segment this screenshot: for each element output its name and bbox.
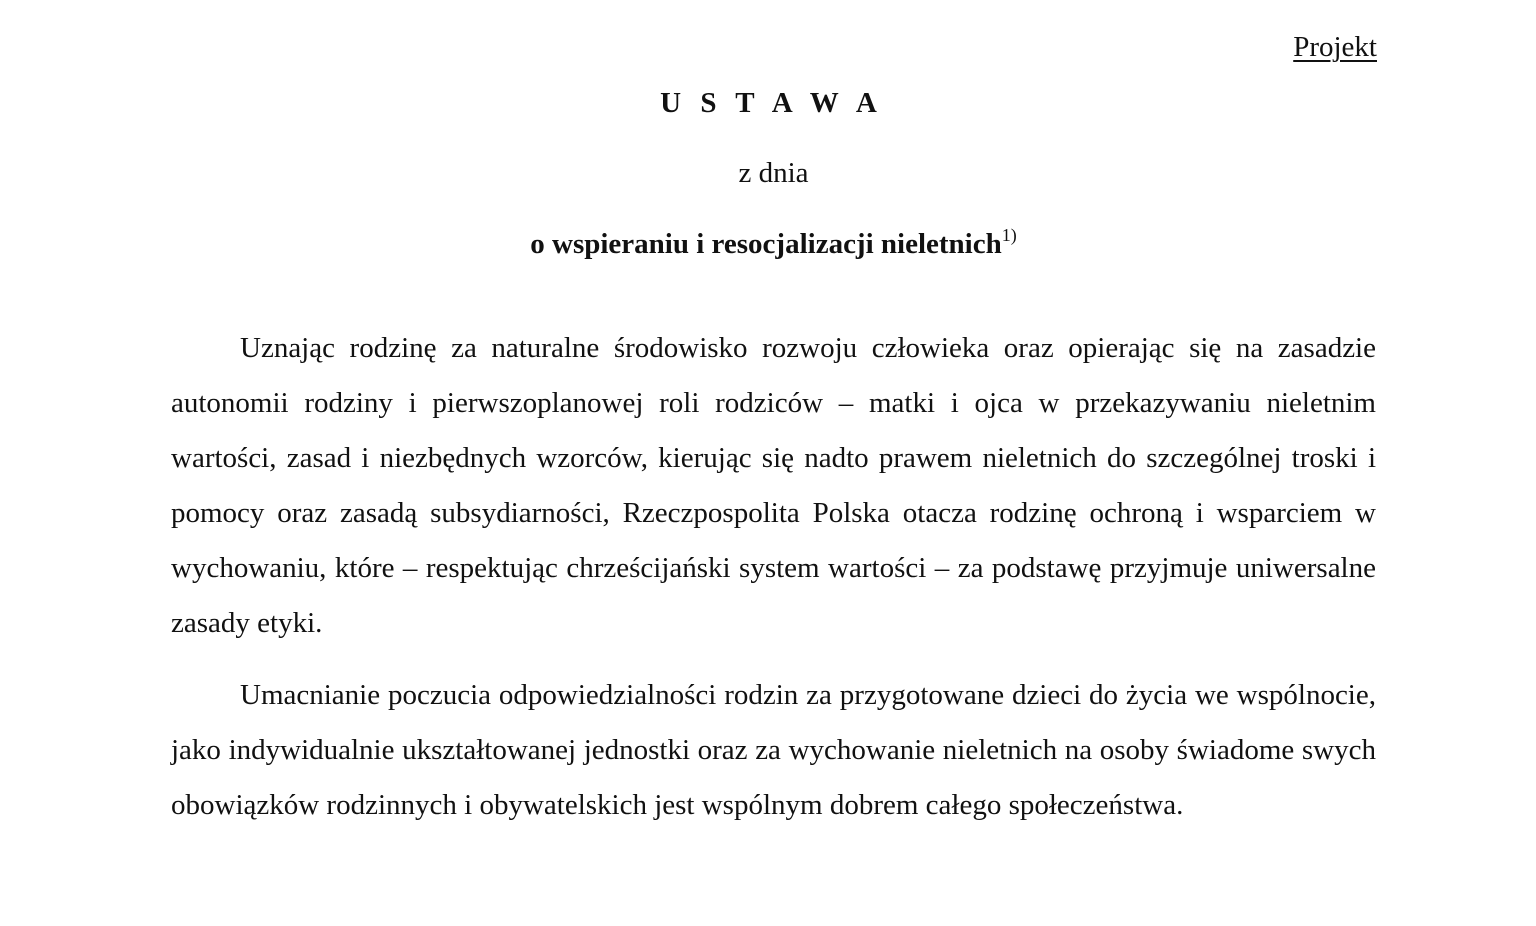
document-title: U S T A W A: [660, 87, 883, 119]
preamble-paragraph-1: Uznając rodzinę za naturalne środowisko rozwoju człowieka oraz opierając się na zasadzie autonomii rodziny i pierwszoplanowej roli rodziców – matki i ojca w przekazywaniu nieletnim wartości, zasad i niezbędnych wzorców, kierując się nadto prawem nieletnich do szczególnej troski i pomocy oraz zasadą subsydiarności, Rzeczpospolita Polska otacza rodzinę ochroną i wsparciem w wychowaniu, które – respektując chrześcijański system wartości – za podstawę przyjmuje uniwersalne zasady etyki.: [171, 332, 1376, 639]
draft-label: Projekt: [1293, 31, 1377, 63]
preamble-paragraph-2: Umacnianie poczucia odpowiedzialności rodzin za przygotowane dzieci do życia we wspólnocie, jako indywidualnie ukształtowanej jednostki oraz za wychowanie nieletnich na osoby świadome swych obowiązków rodzinnych i obywatelskich jest wspólnym dobrem całego społeczeństwa.: [171, 679, 1376, 821]
subject-text: o wspieraniu i resocjalizacji nieletnich: [530, 228, 1002, 260]
date-line: z dnia: [738, 157, 809, 189]
footnote-reference: 1): [1001, 225, 1017, 245]
document-subject: [0, 225, 1536, 266]
